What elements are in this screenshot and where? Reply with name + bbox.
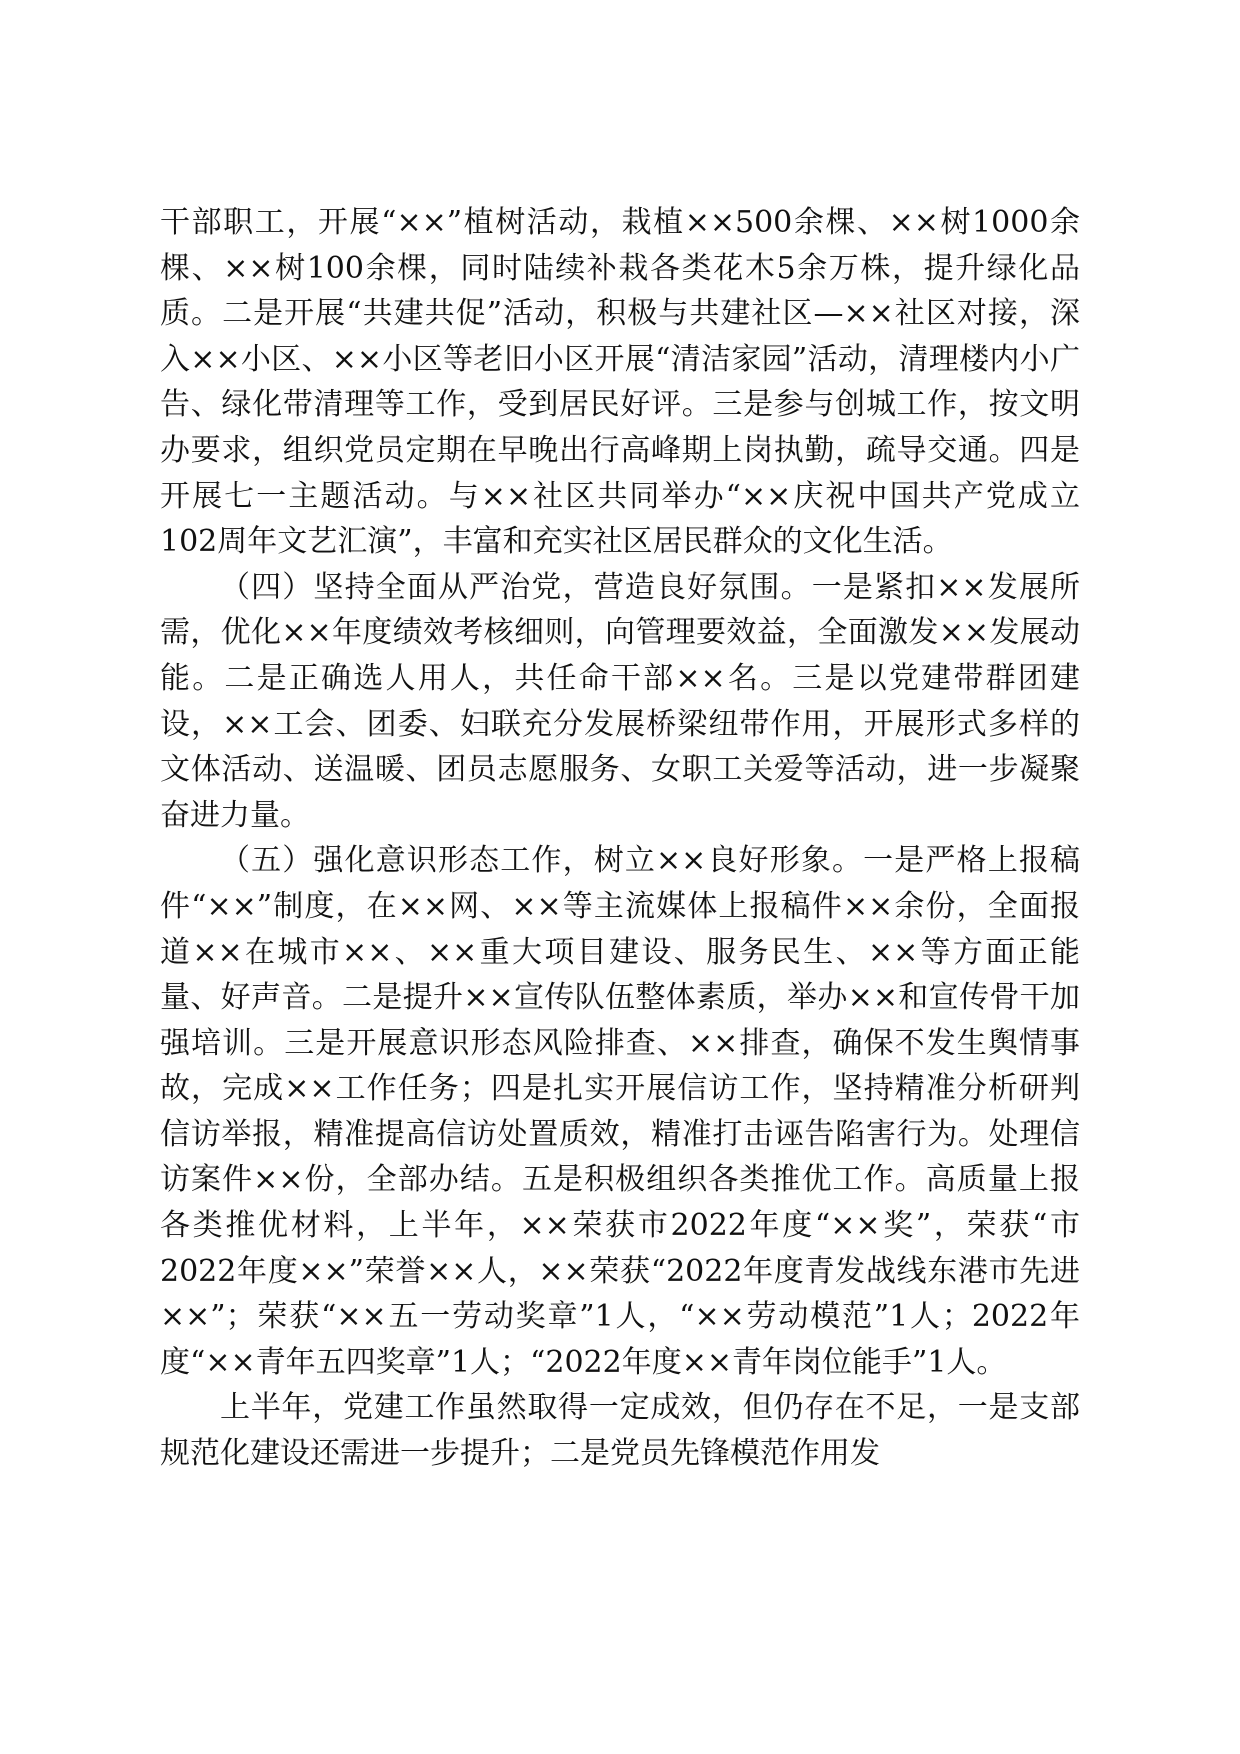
paragraph-section-5: （五）强化意识形态工作，树立××良好形象。一是严格上报稿件“××”制度，在××网、××等主流媒体上报稿件××余份，全面报道××在城市××、××重大项目建设、服务民生、××等方面正能量、好声音。二是提升××宣传队伍整体素质，举办××和宣传骨干加强培训。三是开展意识形态风险排查、××排查，确保不发生舆情事故，完成××工作任务；四是扎实开展信访工作，坚持精准分析研判信访举报，精准提高信访处置质效，精准打击诬告陷害行为。处理信访案件××份，全部办结。五是积极组织各类推优工作。高质量上报各类推优材料，上半年，××荣获市2022年度“××奖”，荣获“市2022年度××”荣誉××人，××荣获“2022年度青发战线东港市先进××”；荣获“××五一劳动奖章”1人，“××劳动模范”1人；2022年度“××青年五四奖章”1人；“2022年度××青年岗位能手”1人。: [160, 843, 1080, 1380]
document-page: [160, 200, 1080, 1477]
paragraph-section-4: （四）坚持全面从严治党，营造良好氛围。一是紧扣××发展所需，优化××年度绩效考核细则，向管理要效益，全面激发××发展动能。二是正确选人用人，共任命干部××名。三是以党建带群团建设，××工会、团委、妇联充分发展桥梁纽带作用，开展形式多样的文体活动、送温暖、团员志愿服务、女职工关爱等活动，进一步凝聚奋进力量。: [160, 569, 1080, 833]
paragraph-summary: 上半年，党建工作虽然取得一定成效，但仍存在不足，一是支部规范化建设还需进一步提升；二是党员先锋模范作用发: [160, 1390, 1080, 1472]
paragraph-continuation: 干部职工，开展“××”植树活动，栽植××500余棵、××树1000余棵、××树100余棵，同时陆续补栽各类花木5余万株，提升绿化品质。二是开展“共建共促”活动，积极与共建社区—××社区对接，深入××小区、××小区等老旧小区开展“清洁家园”活动，清理楼内小广告、绿化带清理等工作，受到居民好评。三是参与创城工作，按文明办要求，组织党员定期在早晚出行高峰期上岗执勤，疏导交通。四是开展七一主题活动。与××社区共同举办“××庆祝中国共产党成立102周年文艺汇演”，丰富和充实社区居民群众的文化生活。: [160, 205, 1080, 560]
